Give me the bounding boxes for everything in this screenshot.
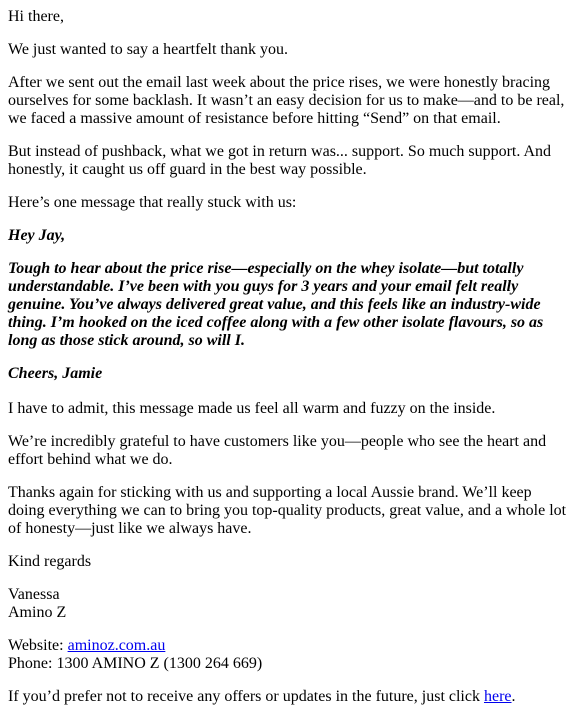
unsubscribe-line (8, 688, 572, 706)
unsubscribe-end: . (511, 688, 516, 705)
closing: Kind regards (8, 553, 92, 570)
price-rise-paragraph: After we sent out the email last week about the price rises, we were honestly bracing ourselves for some backlash. It wasn’t an easy decision for us to make—and to be real, we faced a massive amount of resistance before hitting “Send” on that email. (8, 74, 565, 127)
greeting: Hi there, (8, 8, 64, 25)
support-paragraph: But instead of pushback, what we got in return was... support. So much support. And honestly, it caught us off guard in the best way possible. (8, 143, 552, 178)
website-link[interactable]: aminoz.com.au (67, 637, 166, 654)
contact-info (8, 637, 572, 673)
signature (8, 586, 572, 622)
phone-line: Phone: 1300 AMINO Z (1300 264 669) (8, 655, 263, 672)
signature-name: Vanessa (8, 586, 60, 603)
quote-body: Tough to hear about the price rise—especially on the whey isolate—but totally understandable. I’ve been with you guys for 3 years and your email felt really genuine. You’ve always delivered great value, and this feels like an industry-wide thing. I’m hooked on the iced coffee along with a few other isolate flavours, so as long as those stick around, so will I. (8, 260, 544, 349)
quote-salutation: Hey Jay, (8, 227, 66, 244)
warm-paragraph: I have to admit, this message made us feel all warm and fuzzy on the inside. (8, 400, 496, 417)
thanks-again-paragraph: Thanks again for sticking with us and supporting a local Aussie brand. We’ll keep doing everything we can to bring you top-quality products, great value, and a whole lot of honesty—just like we always have. (8, 484, 567, 537)
unsubscribe-link[interactable]: here (483, 688, 512, 705)
unsubscribe-text: If you’d prefer not to receive any offers or updates in the future, just click (8, 688, 484, 705)
signature-company: Amino Z (8, 604, 67, 621)
grateful-paragraph: We’re incredibly grateful to have customers like you—people who see the heart and effort behind what we do. (8, 433, 547, 468)
message-intro: Here’s one message that really stuck with us: (8, 194, 297, 211)
quote-signoff: Cheers, Jamie (8, 365, 103, 382)
thanks-line: We just wanted to say a heartfelt thank you. (8, 41, 288, 58)
website-label: Website: (8, 637, 68, 654)
